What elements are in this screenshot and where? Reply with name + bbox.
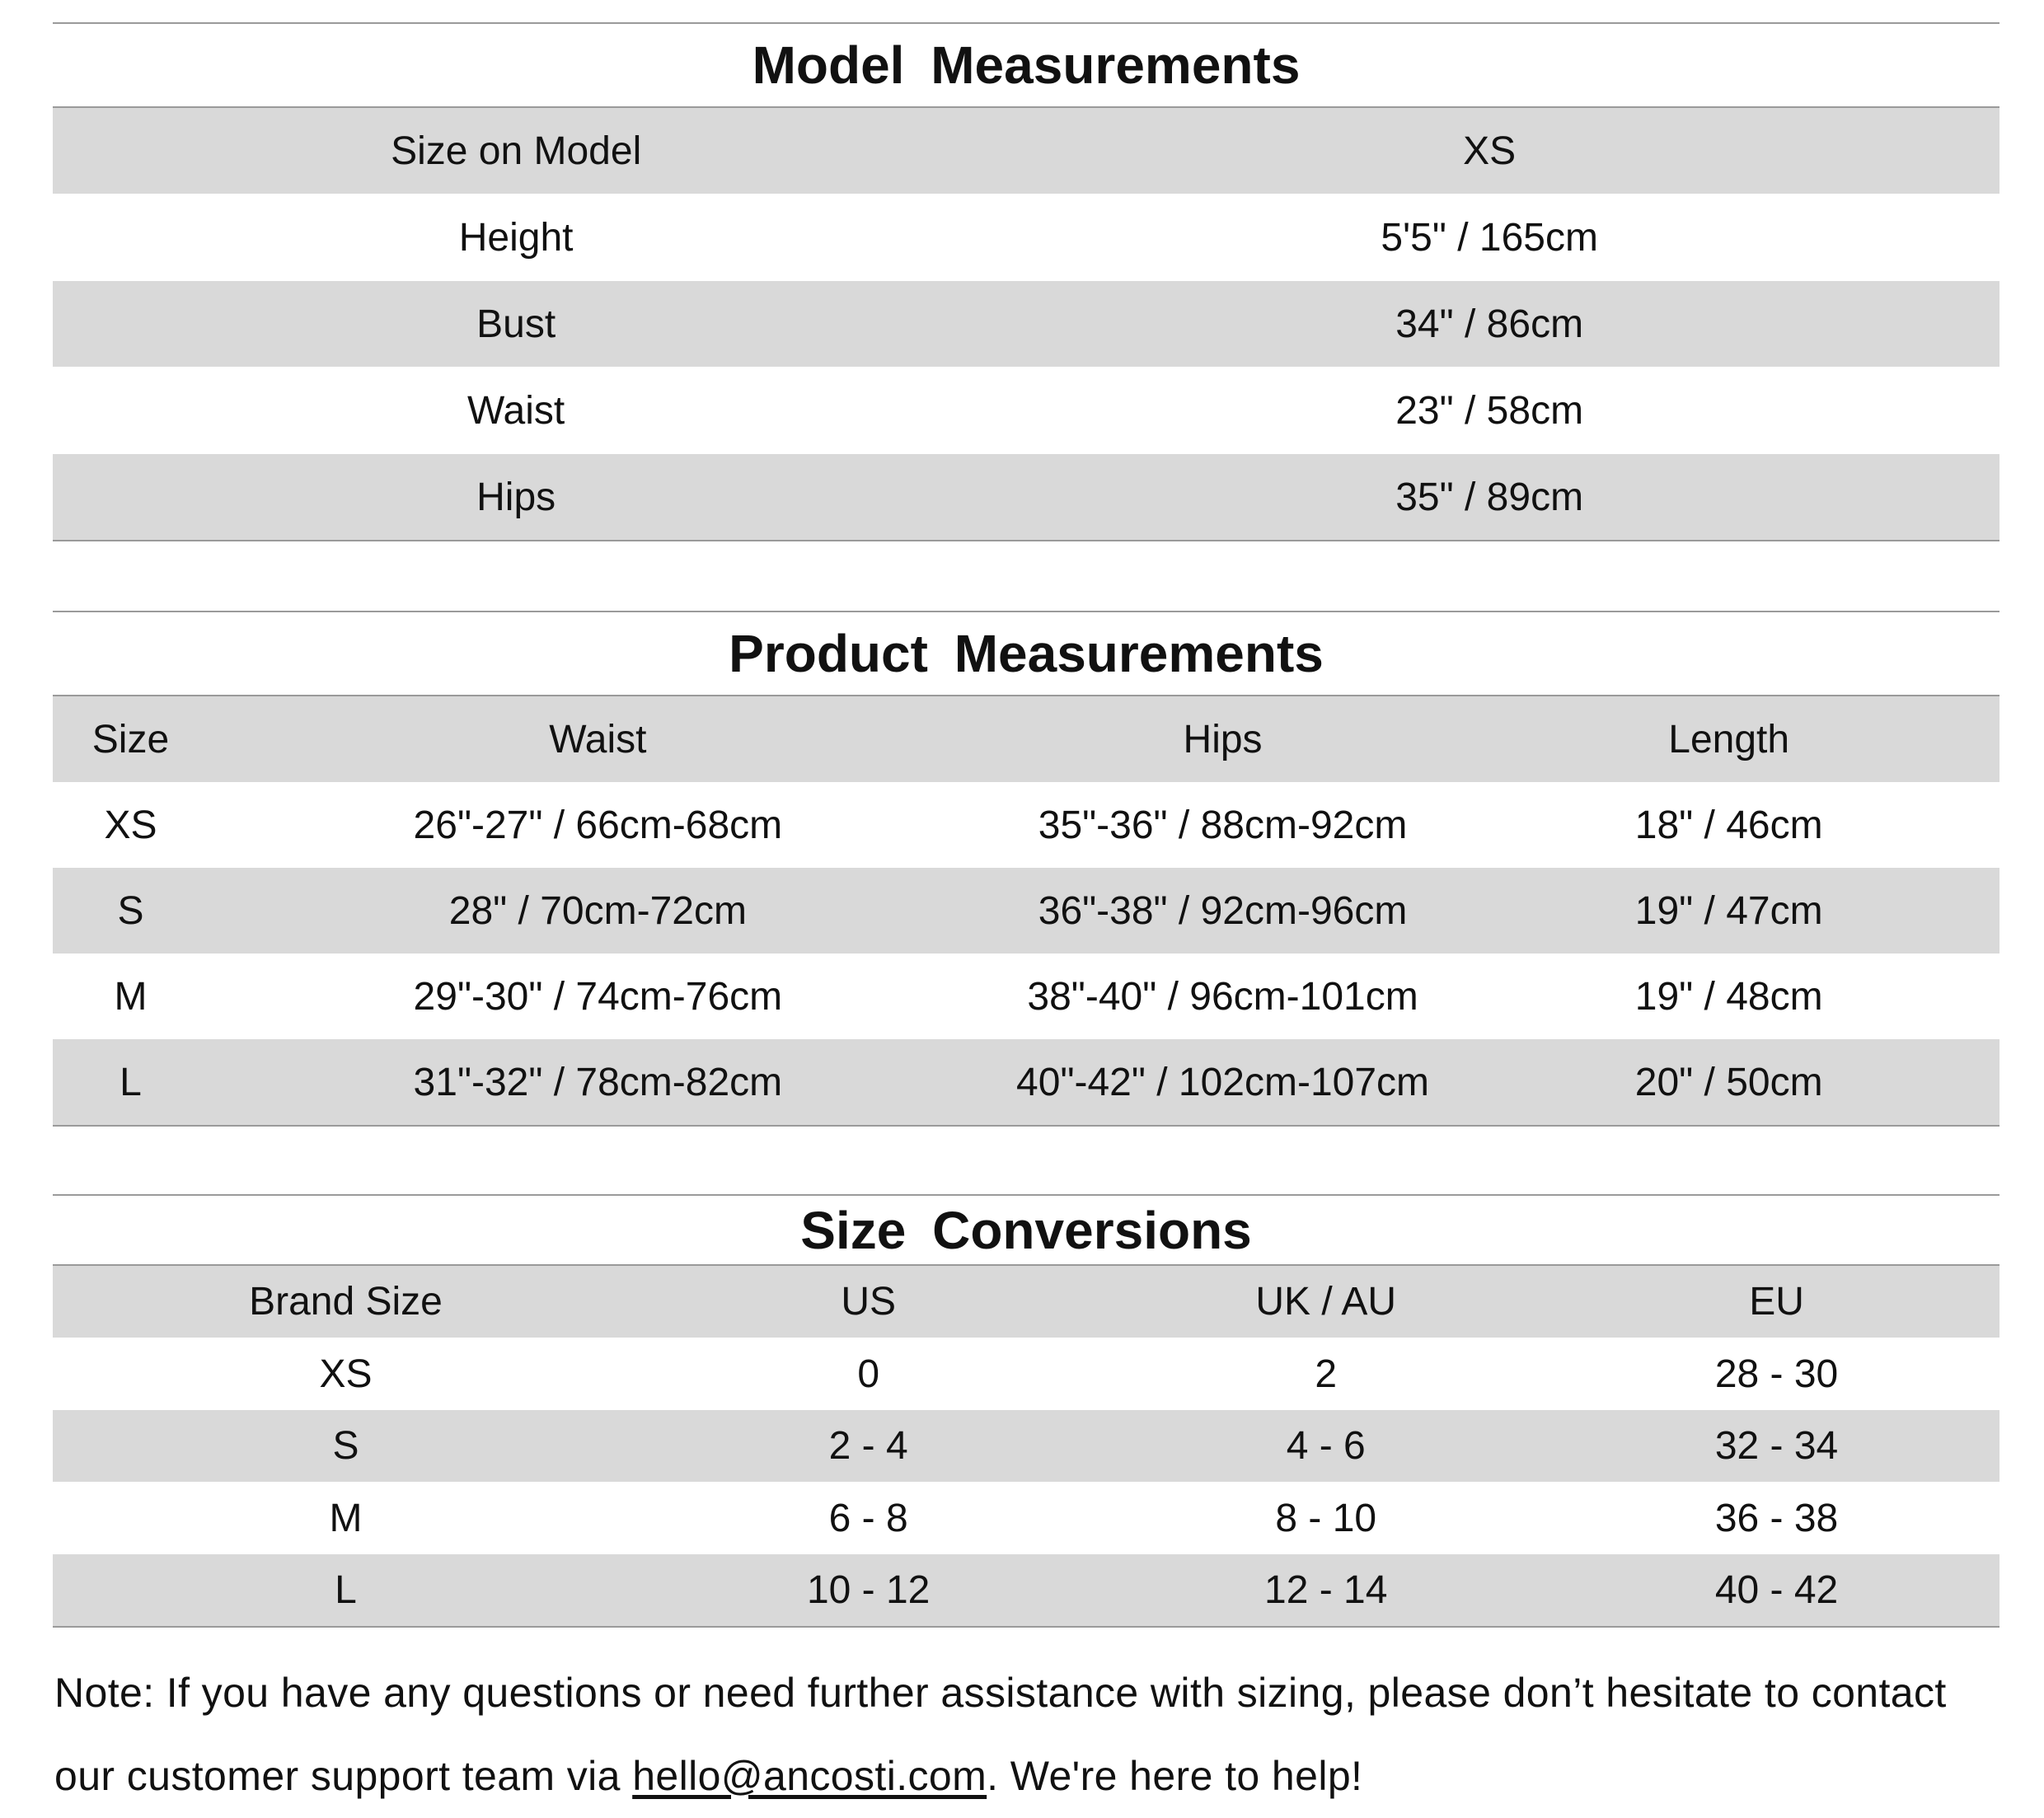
product-measurements-title: Product Measurements [729, 624, 1324, 683]
size-cell: M [114, 974, 148, 1019]
hips-cell: 38"-40" / 96cm-101cm [1027, 974, 1418, 1019]
header-cell: Size on Model [53, 108, 979, 194]
table-row [53, 782, 1999, 868]
model-measurements-section [53, 22, 1999, 541]
table-row [53, 1482, 1999, 1554]
brand-size-cell: M [329, 1496, 363, 1540]
row-label: Bust [53, 281, 979, 367]
waist-cell: 31"-32" / 78cm-82cm [209, 1039, 987, 1125]
hips-cell: 35"-36" / 88cm-92cm [1038, 803, 1408, 847]
uk-au-size-cell: 2 [1315, 1352, 1338, 1396]
header-cell: Brand Size [53, 1266, 639, 1338]
row-value: 34" / 86cm [979, 281, 1999, 367]
us-size-cell: 6 - 8 [828, 1496, 908, 1540]
header-cell: XS [979, 108, 1999, 194]
eu-size-cell: 32 - 34 [1554, 1410, 1999, 1482]
header-cell: Length [1458, 696, 1999, 782]
section-divider [53, 1125, 1999, 1127]
brand-size-cell: S [53, 1410, 639, 1482]
eu-size-cell: 28 - 30 [1714, 1352, 1839, 1396]
size-conversions-title: Size Conversions [800, 1200, 1252, 1260]
size-cell: S [53, 868, 209, 954]
support-email-link[interactable]: hello@ancosti.com [632, 1753, 987, 1799]
size-conversions-table [53, 1266, 1999, 1626]
support-note [54, 1652, 2016, 1818]
size-cell: L [53, 1039, 209, 1125]
table-header-row [53, 696, 1999, 782]
uk-au-size-cell: 8 - 10 [1275, 1496, 1377, 1540]
table-row [53, 454, 1999, 540]
table-row [53, 1410, 1999, 1482]
row-label: Height [458, 215, 574, 260]
table-header-row [53, 108, 1999, 194]
size-cell: XS [104, 803, 157, 847]
model-measurements-title: Model Measurements [752, 35, 1301, 95]
row-value: 23" / 58cm [1395, 388, 1584, 433]
header-cell: UK / AU [1098, 1266, 1554, 1338]
row-value: 5'5" / 165cm [1381, 215, 1598, 260]
row-value: 35" / 89cm [979, 454, 1999, 540]
us-size-cell: 2 - 4 [639, 1410, 1098, 1482]
waist-cell: 28" / 70cm-72cm [209, 868, 987, 954]
brand-size-cell: L [53, 1554, 639, 1626]
header-cell: Waist [209, 696, 987, 782]
table-row [53, 1554, 1999, 1626]
waist-cell: 26"-27" / 66cm-68cm [413, 803, 783, 847]
section-divider [53, 540, 1999, 541]
size-conversions-section [53, 1194, 1999, 1628]
waist-cell: 29"-30" / 74cm-76cm [413, 974, 783, 1019]
header-cell: EU [1554, 1266, 1999, 1338]
length-cell: 19" / 47cm [1458, 868, 1999, 954]
eu-size-cell: 36 - 38 [1714, 1496, 1839, 1540]
product-measurements-section [53, 611, 1999, 1127]
brand-size-cell: XS [319, 1352, 373, 1396]
table-row [53, 954, 1999, 1039]
length-cell: 19" / 48cm [1634, 974, 1823, 1019]
section-divider [53, 1626, 1999, 1628]
length-cell: 18" / 46cm [1634, 803, 1823, 847]
header-cell: US [639, 1266, 1098, 1338]
length-cell: 20" / 50cm [1458, 1039, 1999, 1125]
table-header-row [53, 1266, 1999, 1338]
hips-cell: 40"-42" / 102cm-107cm [987, 1039, 1459, 1125]
note-text-end: . We're here to help! [987, 1753, 1363, 1799]
table-row [53, 194, 1999, 281]
header-cell: Hips [987, 696, 1459, 782]
model-measurements-table [53, 108, 1999, 540]
us-size-cell: 10 - 12 [639, 1554, 1098, 1626]
eu-size-cell: 40 - 42 [1554, 1554, 1999, 1626]
uk-au-size-cell: 12 - 14 [1098, 1554, 1554, 1626]
table-row [53, 1338, 1999, 1410]
row-label: Waist [467, 388, 565, 433]
us-size-cell: 0 [857, 1352, 880, 1396]
uk-au-size-cell: 4 - 6 [1098, 1410, 1554, 1482]
row-label: Hips [53, 454, 979, 540]
product-measurements-table [53, 696, 1999, 1125]
table-row [53, 367, 1999, 454]
table-row [53, 281, 1999, 367]
table-row [53, 1039, 1999, 1125]
header-cell: Size [53, 696, 209, 782]
table-row [53, 868, 1999, 954]
note-text: Note: If you have any questions or need further assistance with sizing, please don’t hesitate to contact our customer support team via [54, 1670, 1947, 1799]
hips-cell: 36"-38" / 92cm-96cm [987, 868, 1459, 954]
